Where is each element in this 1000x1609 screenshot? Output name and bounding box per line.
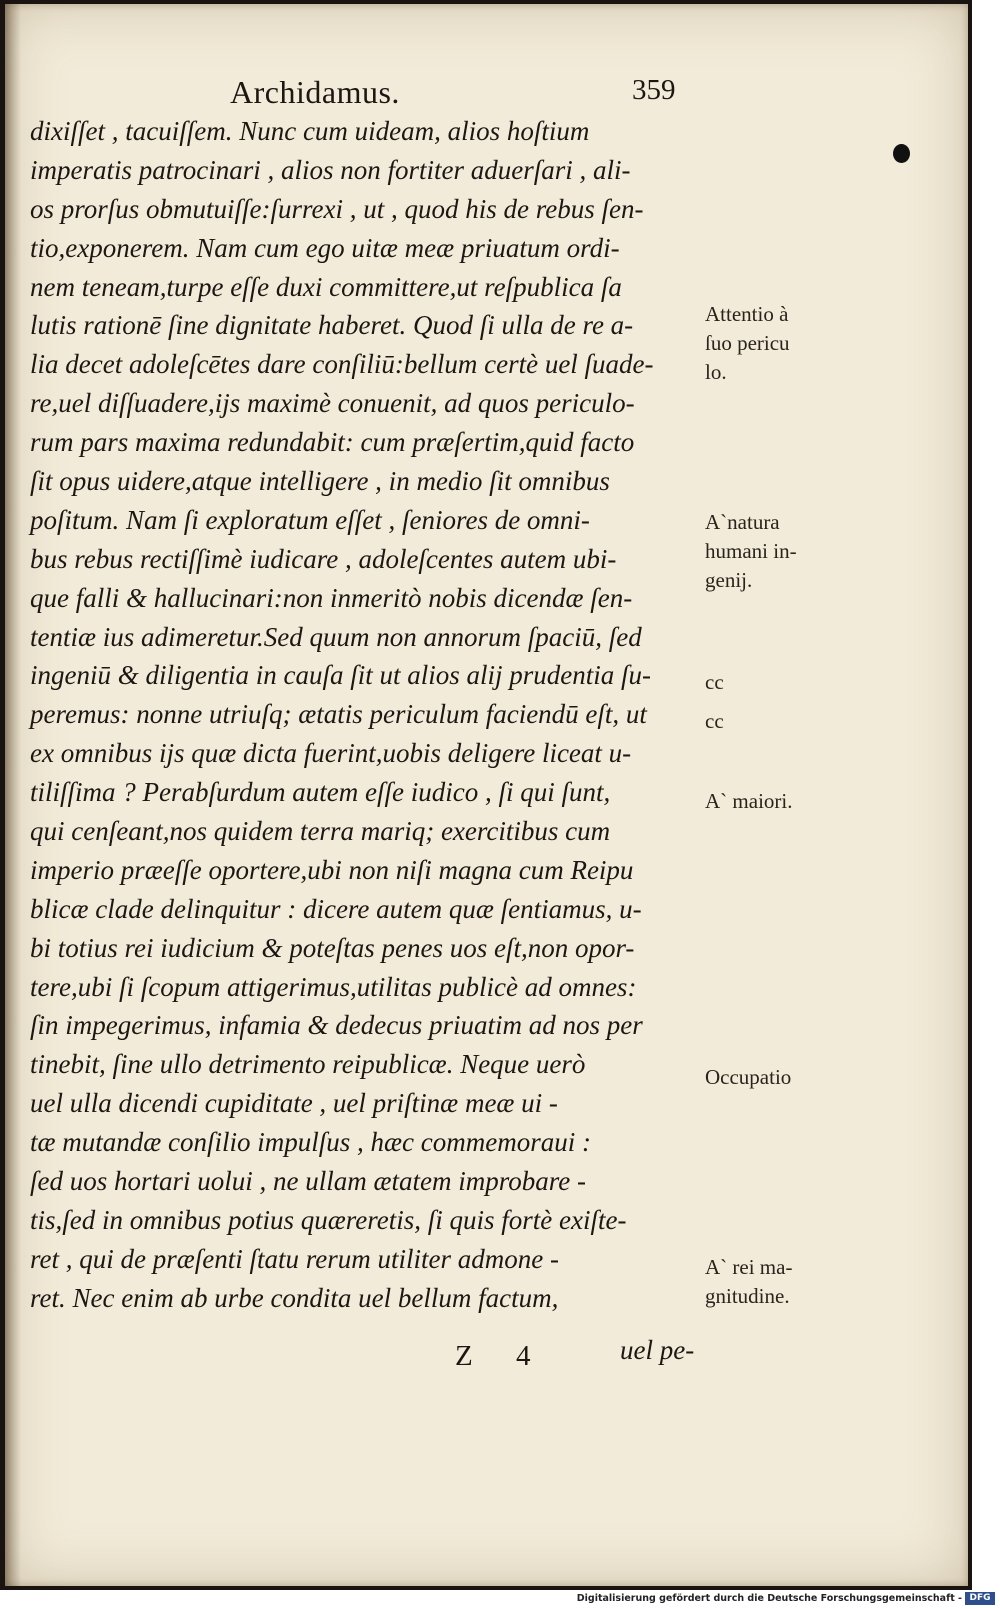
ink-blot <box>893 144 910 163</box>
text-line: tentiæ ius adimeretur.Sed quum non annorum ſpaciū, ſed <box>30 621 642 652</box>
text-line: bi totius rei iudicium & poteſtas penes uos eſt,non opor- <box>30 932 635 963</box>
text-line: rum pars maxima redundabit: cum præſertim,quid facto <box>30 427 635 458</box>
text-line: peremus: nonne utriuſq; ætatis periculum faciendū eſt, ut <box>30 699 647 730</box>
text-line: uel ulla dicendi cupiditate , uel priſtinæ meæ ui - <box>30 1088 558 1119</box>
text-line: os prorſus obmutuiſſe:ſurrexi , ut , quod his de rebus ſen- <box>30 193 644 224</box>
text-line: bus rebus rectiſſimè iudicare , adoleſcentes autem ubi- <box>30 543 617 574</box>
text-line: ret. Nec enim ab urbe condita uel bellum factum, <box>30 1282 559 1313</box>
text-line: tæ mutandæ conſilio impulſus , hæc commemoraui : <box>30 1127 591 1158</box>
margin-note-maiori: A` maiori. <box>705 789 793 813</box>
dfg-logo: DFG <box>965 1592 995 1605</box>
margin-note-magnitudine: A` rei ma- gnitudine. <box>705 1255 793 1308</box>
body-text <box>30 112 685 1318</box>
text-line: imperio præeſſe oportere,ubi non niſi magna cum Reipu <box>30 854 634 885</box>
text-line: poſitum. Nam ſi exploratum eſſet , ſeniores de omni- <box>30 504 590 535</box>
text-line: lia decet adoleſcētes dare conſiliū:bellum certè uel ſuade- <box>30 349 654 380</box>
margin-note-attentio: Attentio à ſuo pericu lo. <box>705 302 790 384</box>
text-line: ingeniū & diligentia in cauſa ſit ut alios aliј prudentia ſu- <box>30 660 651 691</box>
text-line: imperatis patrocinari , alios non fortiter aduerſari , ali- <box>30 154 631 185</box>
text-line: ſit opus uidere,atque intelligere , in medio ſit omnibus <box>30 466 610 497</box>
margin-note-quote-mark: cc <box>705 670 724 694</box>
catchword: uel pe- <box>620 1335 695 1365</box>
text-line: tiliſſima ? Perabſurdum autem eſſe iudico , ſi qui ſunt, <box>30 777 611 808</box>
page-gutter-shadow <box>5 4 21 1586</box>
text-line: ſed uos hortari uolui , ne ullam ætatem improbare - <box>30 1166 586 1197</box>
margin-note-occupatio: Occupatio <box>705 1065 792 1089</box>
text-line: tio,exponerem. Nam cum ego uitæ meæ priuatum ordi- <box>30 232 620 263</box>
text-line: ſin impegerimus, infamia & dedecus priuatim ad nos per <box>30 1010 643 1041</box>
page-number: 359 <box>632 74 676 106</box>
text-line: que falli & hallucinari:non inmeritò nobis dicendæ ſen- <box>30 582 633 613</box>
text-line: ex omnibus iјs quæ dicta fuerint,uobis deligere liceat u- <box>30 738 632 769</box>
margin-note-natura: A`natura humani in- genij. <box>705 510 797 592</box>
margin-note-quote-mark: cc <box>705 709 724 733</box>
text-line: tinebit, ſine ullo detrimento reipublicæ. Neque uerò <box>30 1049 586 1080</box>
text-line: dixiſſet , tacuiſſem. Nunc cum uideam, alios hoſtium <box>30 116 590 146</box>
text-line: ret , qui de præſenti ſtatu rerum utiliter admone - <box>30 1243 559 1274</box>
signature-mark: Z 4 <box>455 1340 549 1372</box>
running-head: Archidamus. <box>230 74 400 110</box>
text-line: tis,ſed in omnibus potius quæreretis, ſi quis fortè exiſte- <box>30 1204 627 1235</box>
text-line: nem teneam,turpe eſſe duxi committere,ut reſpublica ſa <box>30 271 622 302</box>
text-line: lutis rationē ſine dignitate haberet. Quod ſi ulla de re a- <box>30 310 634 341</box>
text-line: blicæ clade delinquitur : dicere autem quæ ſentiamus, u- <box>30 893 642 924</box>
text-line: qui cenſeant,nos quidem terra mariq; exercitibus cum <box>30 816 611 847</box>
digitization-credit: Digitalisierung gefördert durch die Deutsche Forschungsgemeinschaft - <box>576 1593 962 1604</box>
text-line: tere,ubi ſi ſcopum attigerimus,utilitas publicè ad omnes: <box>30 971 637 1002</box>
text-line: re,uel diſſuadere,iјs maximè conuenit, ad quos periculo- <box>30 388 635 419</box>
